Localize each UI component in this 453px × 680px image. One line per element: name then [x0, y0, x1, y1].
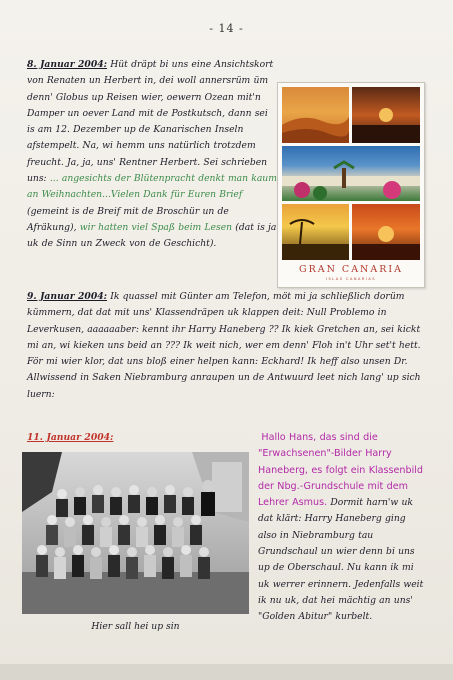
sunset-drawing-2: [352, 204, 420, 260]
photo-caption: Hier sall hei up sin: [91, 621, 180, 632]
palm-sunset-photo: [282, 204, 349, 260]
entry-text: Ik quassel mit Günter am Telefon, möt mi ja schließlich dorüm kümmern, dat dat mit uns' Klassendräpen uk klappen deit: Null Problemo in Leverkusen, aaaaaaber: kennt ihr Harry Haneberg ?? Ik kiek Gretchen an, sei kickt mi an, wi kieken uns beid an ??? Ik weit nich, wer em denn' Floh in't Uhr set't hett. För mi wier klor, dat uns bloß einer helpen kann: Eckhard! Ik heff also unsen Dr. Allwissend in Saken Niebramburg anraupen un de Antwuurd leet nich lang' up sich luern:: [27, 291, 421, 400]
page-number: - 14 -: [209, 22, 244, 35]
entry-date: 11. Januar 2004:: [27, 432, 114, 443]
entry-8-januar-header: [27, 57, 277, 253]
entry-quote-green: ... angesichts der Blütenpracht denkt man kaum an Weihnachten...Vielen Dank für Euren Brief: [27, 173, 277, 201]
sunset-photo-2: [352, 204, 420, 260]
entry-text: (dat is ja uk de Sinn un Zweck von de Geschicht).: [27, 221, 277, 250]
sunset-photo-1: [352, 87, 420, 143]
postcard-title: GRAN CANARIA: [298, 264, 403, 275]
entry-quote-green: wir hatten viel Spaß beim Lesen: [79, 221, 233, 233]
entry-date: 8. Januar 2004:: [27, 59, 108, 70]
email-quote: Hallo Hans, das sind die "Erwachsenen"-Bilder Harry Haneberg, es folgt ein Klassenbild der Nbg.-Grundschule mit dem Lehrer Asmus.: [258, 432, 424, 509]
entry-11-januar-body: [258, 430, 426, 626]
entry-9-januar: [27, 289, 424, 403]
beach-resort-photo: [282, 146, 420, 201]
resort-drawing: [282, 146, 420, 201]
entry-text: Hüt dräpt bi uns eine Ansichtskort von Renaten un Herbert in, dei woll annersrüm üm denn' Globus up Reisen wier, oewern Ozean mit'n Damper un oever Land mit de Postkutsch, dann sei is am 12. Dezember up de Kanarischen Inseln afstempelt. Na, wi hemm uns natürlich trotzdem freucht. Ja, ja, uns' Rentner Herbert. Sei schrieben uns:: [27, 59, 274, 185]
class-photo-drawing: [22, 452, 249, 614]
dunes-drawing: [282, 87, 349, 143]
class-photo: [22, 452, 249, 614]
entry-text: (gemeint is de Breif mit de Broschür un de Afräkung),: [27, 205, 229, 233]
sunset-drawing: [352, 87, 420, 143]
entry-date: 9. Januar 2004:: [27, 291, 108, 302]
postcard-image: [277, 82, 425, 288]
palm-drawing: [282, 204, 349, 260]
entry-text: Dormit harn'w uk dat klärt: Harry Haneberg ging also in Niebramburg tau Grundschaul un wier denn bi uns up de Oberschaul. Nu kann ik mi uk werrer erinnern. Jedenfalls weit ik nu uk, dat hei mächtig an uns' "Golden Abitur" kurbelt.: [258, 497, 424, 623]
dunes-photo: [282, 87, 349, 143]
postcard-subtitle: ISLAS CANARIAS: [326, 277, 376, 281]
